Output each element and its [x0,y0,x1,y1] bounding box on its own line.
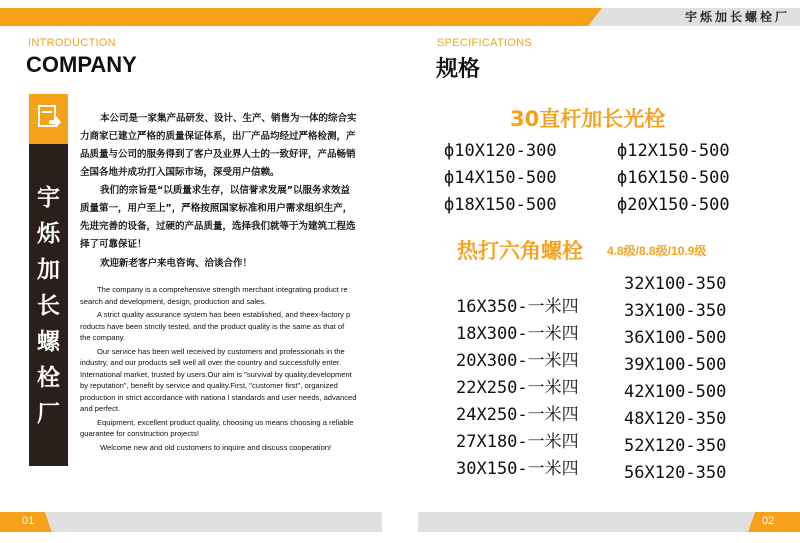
intro-cn-line: 质量第一，用户至上”，严格按照国家标准和用户需求组织生产， [80,203,353,214]
spec-item: 32X100-350 [624,274,727,294]
spec-item: 24X250-一米四 [456,405,579,425]
right-page-number: 02 [762,515,775,527]
intro-en-line: the company. [80,333,126,342]
footer-bars [0,512,800,532]
intro-cn-line: 先进完善的设备，过硬的产品质量，选择我们就等于为建筑工程选 [80,221,356,232]
spec-item: 18X300-一米四 [456,324,579,344]
right-section-subtitle: SPECIFICATIONS [437,37,533,49]
intro-cn-line: 本公司是一家集产品研发、设计、生产、销售为一体的综合实 [100,113,357,124]
intro-en-line: search and development, design, production and sales. [80,296,267,306]
spec-item: 20X300-一米四 [456,351,579,371]
intro-en-line: International market, trusted by users.Our aim is "survival by quality,development [80,369,352,379]
intro-cn-line: 欢迎新老客户来电咨询、洽谈合作！ [100,258,253,269]
intro-en-line: Equipment, excellent product quality, choosing us means choosing a reliable [97,417,354,427]
spec-item: ф10X120-300 [444,141,557,161]
vertical-label-char: 长 [37,293,60,319]
spec-item: 39X100-500 [624,355,727,375]
intro-en-line: industry, and our products sell well all over the country and successfully enter. [80,358,342,367]
spec-item: ф20X150-500 [617,195,730,215]
vertical-label-char: 栓 [37,365,60,391]
intro-cn-line: 品质量与公司的服务得到了客户及业界人士的一致好评，产品畅销 [80,149,356,160]
document-icon [29,94,68,144]
vertical-label-char: 加 [37,257,60,283]
intro-cn-line: 力商家已建立严格的质量保证体系，出厂产品均经过严格检测，产 [80,131,356,142]
spec-item: 56X120-350 [624,463,727,483]
right-section-title: 规格 [436,56,481,81]
header-accent-bar [0,8,602,26]
intro-en-line: production in strict accordance with nationa l standards and user needs, advanced [80,392,357,402]
intro-en-line: Welcome new and old customers to inquire and discuss cooperation! [100,442,332,452]
spec-item: ф16X150-500 [617,168,730,188]
header-brand: 宇烁加长螺栓厂 [684,10,790,24]
spec-item: 48X120-350 [624,409,727,429]
spec-group2-grades: 4.8级/8.8级/10.9级 [607,244,707,258]
intro-en-line: by reputation", benefit by service and quality.First, "customer first", organized [80,381,338,390]
intro-en-line: and perfect. [80,404,121,413]
spec-item: 36X100-500 [624,328,727,348]
spec-item: 52X120-350 [624,436,727,456]
left-section-subtitle: INTRODUCTION [28,37,116,49]
intro-en-line: roducts have been strictly tested, and the product quality is the same as that of [80,321,345,331]
spec-item: ф18X150-500 [444,195,557,215]
vertical-label-char: 螺 [37,329,60,355]
vertical-label-char: 厂 [37,401,60,427]
spec-item: 33X100-350 [624,301,727,321]
spec-item: 30X150-一米四 [456,459,579,479]
intro-en-line: A strict quality assurance system has been established, and theex-factory p [97,310,351,319]
spec-group2-title: 热打六角螺栓 [457,239,583,263]
vertical-label-char: 宇 [37,185,60,211]
intro-en-line: Our service has been well received by customers and professionals in the [97,346,345,356]
spec-item: ф12X150-500 [617,141,730,161]
spec-item: 16X350-一米四 [456,297,579,317]
intro-en-line: The company is a comprehensive strength merchant integrating product re [97,285,348,294]
intro-cn-line: 我们的宗旨是“以质量求生存，以信誉求发展”以服务求效益 [100,185,350,196]
spec-item: 42X100-500 [624,382,727,402]
intro-en-line: guarantee for construction projects! [80,429,200,438]
spec-item: 27X180-一米四 [456,432,579,452]
vertical-label-char: 烁 [37,221,60,247]
spec-item: ф14X150-500 [444,168,557,188]
side-icon-box [29,94,68,144]
intro-cn-line: 择了可靠保证！ [80,239,147,250]
spec-group1-title: 30直杆加长光栓 [510,107,666,131]
vertical-brand-label [29,180,68,432]
left-page-number: 01 [22,515,35,527]
left-section-title: COMPANY [26,52,137,77]
spec-item: 22X250-一米四 [456,378,579,398]
intro-cn-line: 全国各地并成功打入国际市场，深受用户信赖。 [80,167,280,178]
